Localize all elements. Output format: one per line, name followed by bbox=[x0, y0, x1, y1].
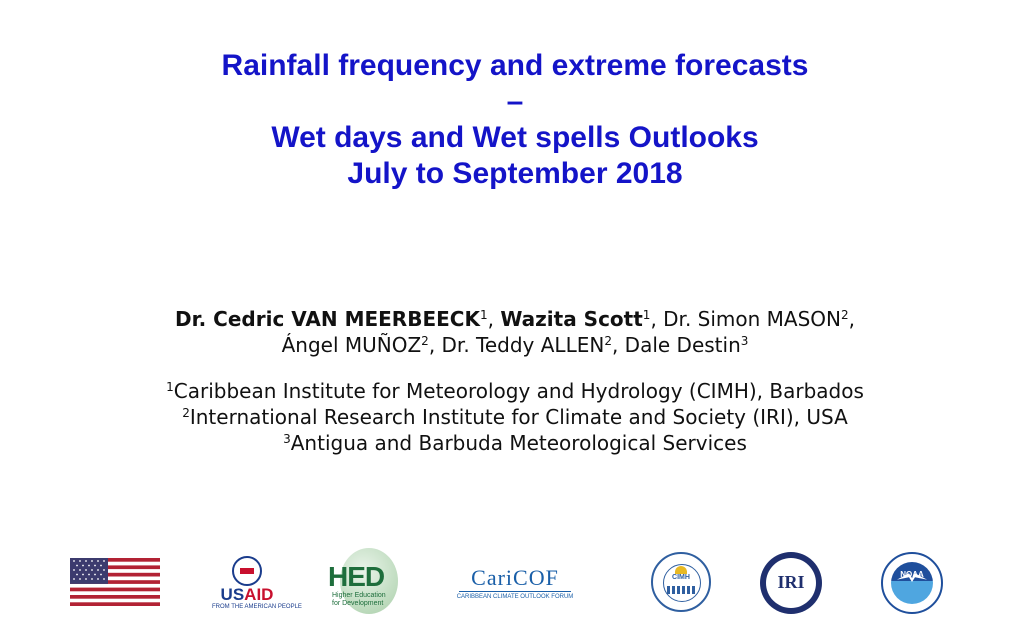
title-line-1: Rainfall frequency and extreme forecasts bbox=[221, 49, 809, 82]
author-line-1: Dr. Cedric VAN MEERBEECK$^1$, Wazita Scott$^1$, Dr. Simon MASON$^2$, bbox=[175, 307, 855, 331]
affiliation-item: $^3$Antigua and Barbuda Meteorological Services bbox=[283, 431, 747, 455]
title-line-4: July to September 2018 bbox=[347, 157, 683, 190]
iri-logo: IRI bbox=[760, 552, 822, 614]
author-affil-sup: 2 bbox=[421, 334, 429, 348]
title-line-3: Wet days and Wet spells Outlooks bbox=[271, 121, 759, 154]
author-affil-sup: 1 bbox=[642, 308, 651, 322]
affiliation-list bbox=[0, 378, 1030, 456]
author-list bbox=[0, 306, 1030, 358]
usaid-logo: USAID FROM THE AMERICAN PEOPLE bbox=[212, 556, 282, 614]
caricof-logo: CariCOF CARIBBEAN CLIMATE OUTLOOK FORUM bbox=[456, 565, 574, 600]
author-name: Dale Destin bbox=[624, 333, 741, 357]
author-affil-sup: 2 bbox=[604, 334, 612, 348]
title-line-2: – bbox=[506, 85, 524, 118]
sun-icon bbox=[675, 566, 687, 574]
waves-icon bbox=[667, 586, 695, 594]
us-flag-logo bbox=[70, 558, 160, 606]
us-flag-icon bbox=[70, 558, 160, 606]
author-affil-sup: 3 bbox=[740, 334, 749, 348]
author-name: Dr. Teddy ALLEN bbox=[441, 333, 605, 357]
usaid-seal-icon bbox=[232, 556, 262, 586]
author-name: Dr. Simon MASON bbox=[663, 307, 841, 331]
author-line-2: Ángel MUÑOZ$^2$, Dr. Teddy ALLEN$^2$, Dale Destin$^3$ bbox=[281, 333, 749, 357]
author-name: Dr. Cedric VAN MEERBEECK bbox=[175, 307, 480, 331]
author-name: Wazita Scott bbox=[500, 307, 643, 331]
affiliation-item: $^1$Caribbean Institute for Meteorology and Hydrology (CIMH), Barbados bbox=[166, 379, 864, 403]
author-affil-sup: 1 bbox=[479, 308, 488, 322]
affiliation-item: $^2$International Research Institute for Climate and Society (IRI), USA bbox=[182, 405, 848, 429]
hed-logo: HED Higher Education for Development bbox=[326, 548, 404, 618]
noaa-logo: NOAA bbox=[881, 552, 943, 614]
author-affil-sup: 2 bbox=[841, 308, 849, 322]
cimh-logo: CIMH bbox=[651, 552, 711, 612]
slide-title bbox=[0, 48, 1030, 192]
author-name: Ángel MUÑOZ bbox=[281, 333, 422, 357]
